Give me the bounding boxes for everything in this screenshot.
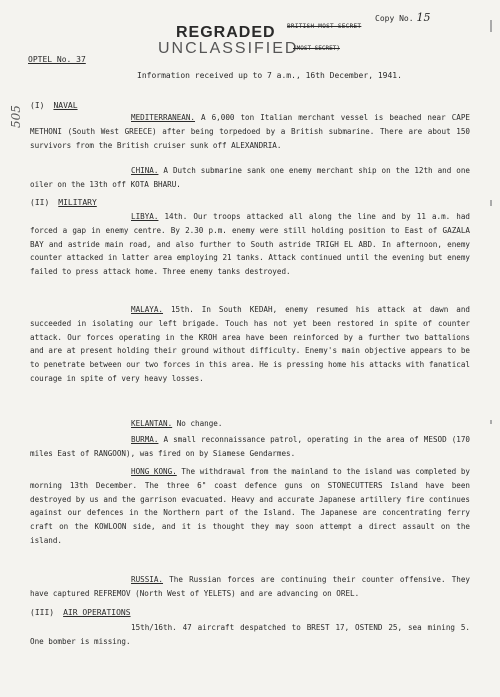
paragraph-text: The withdrawal from the mainland to the island was completed by morning 13th December. The three 6" coast defence guns on STONECUTTERS Island have been destroyed by us and the garrison evacuated. Heavy and accurate Japanese artillery fire continues against our defences in the Northern part of the Island. The Japanese are concentrating ferry craft on the KOWLOON side, and it is thought they may soon attempt a direct assault on the island. — [30, 467, 470, 545]
section-title: NAVAL — [53, 101, 78, 110]
paragraph-text: 15th. In South KEDAH, enemy resumed his attack at dawn and succeeded in isolating our left brigade. Touch has not yet been restored in spite of counter attack. Our forces operating in the KROH area have been reinforced by a further two battalions and are at present holding their ground without difficulty. Enemy's main objective appears to be to penetrate between our two forces in this area. He is pressing home his attacks with fanatical courage in spite of very heavy losses. — [30, 305, 470, 383]
edge-mark — [490, 20, 492, 32]
edge-mark — [490, 200, 492, 206]
margin-handwritten-note: 505 — [9, 105, 23, 128]
paragraph-heading: RUSSIA. — [131, 575, 164, 584]
paragraph-heading: CHINA. — [131, 166, 159, 175]
edge-mark — [490, 420, 492, 424]
section-number: (I) — [30, 101, 45, 110]
section-naval — [30, 101, 78, 110]
classification-stamp-top: BRITISH MOST SECRET — [287, 23, 362, 30]
optel-number: OPTEL No. 37 — [28, 55, 86, 64]
copy-label: Copy No. — [375, 14, 414, 23]
section-number: (II) — [30, 198, 50, 207]
section-military — [30, 198, 97, 207]
unclassified-stamp: UNCLASSIFIED — [158, 40, 299, 57]
paragraph-heading: MALAYA. — [131, 305, 164, 314]
section-title: AIR OPERATIONS — [63, 608, 131, 617]
paragraph-heading: HONG KONG. — [131, 467, 177, 476]
paragraph-text: The Russian forces are continuing their counter offensive. They have captured REFREMOV (North West of YELETS) and are advancing on OREL. — [30, 575, 470, 598]
paragraph-mediterranean — [30, 111, 470, 152]
paragraph-burma — [30, 433, 470, 461]
paragraph-kelantan — [30, 417, 470, 431]
info-line: Information received up to 7 a.m., 16th December, 1941. — [137, 71, 402, 80]
section-number: (III) — [30, 608, 55, 617]
paragraph-heading: BURMA. — [131, 435, 159, 444]
paragraph-text: A 6,000 ton Italian merchant vessel is beached near CAPE METHONI (South West GREECE) after being torpedoed by a British submarine. There are about 150 survivors from the British cruiser sunk off ALEXANDRIA. — [30, 113, 470, 150]
paragraph-malaya — [30, 303, 470, 386]
paragraph-text: A small reconnaissance patrol, operating in the area of MESOD (170 miles East of RANGOON), was fired on by Siamese Gendarmes. — [30, 435, 470, 458]
copy-number: 15 — [416, 11, 431, 24]
paragraph-libya — [30, 210, 470, 279]
paragraph-text: No change. — [172, 419, 223, 428]
classification-stamp-bottom: (MOST SECRET) — [293, 45, 340, 52]
paragraph-hong-kong — [30, 465, 470, 548]
section-title: MILITARY — [58, 198, 97, 207]
paragraph-heading: KELANTAN. — [131, 419, 173, 428]
paragraph-heading: LIBYA. — [131, 212, 159, 221]
paragraph-text: A Dutch submarine sank one enemy merchant ship on the 12th and one oiler on the 13th off KOTA BHARU. — [30, 166, 470, 189]
paragraph-air — [30, 621, 470, 649]
paragraph-heading: MEDITERRANEAN. — [131, 113, 196, 122]
regraded-stamp: REGRADED — [176, 24, 276, 41]
paragraph-text: 14th. Our troops attacked all along the line and by 11 a.m. had forced a gap in enemy centre. By 2.30 p.m. enemy were still holding position to East of GAZALA BAY and astride main road, and also further to South astride TRIGH EL ABD. In afternoon, enemy counter attacked in latter area employing 21 tanks. Attack continued until the evening but enemy failed to press attack home. Three enemy tanks destroyed. — [30, 212, 470, 277]
paragraph-china — [30, 164, 470, 192]
paragraph-text: 15th/16th. 47 aircraft despatched to BREST 17, OSTEND 25, sea mining 5. One bomber is missing. — [30, 623, 470, 646]
paragraph-russia — [30, 573, 470, 601]
copy-number-label — [375, 11, 431, 24]
section-air-operations — [30, 608, 131, 617]
